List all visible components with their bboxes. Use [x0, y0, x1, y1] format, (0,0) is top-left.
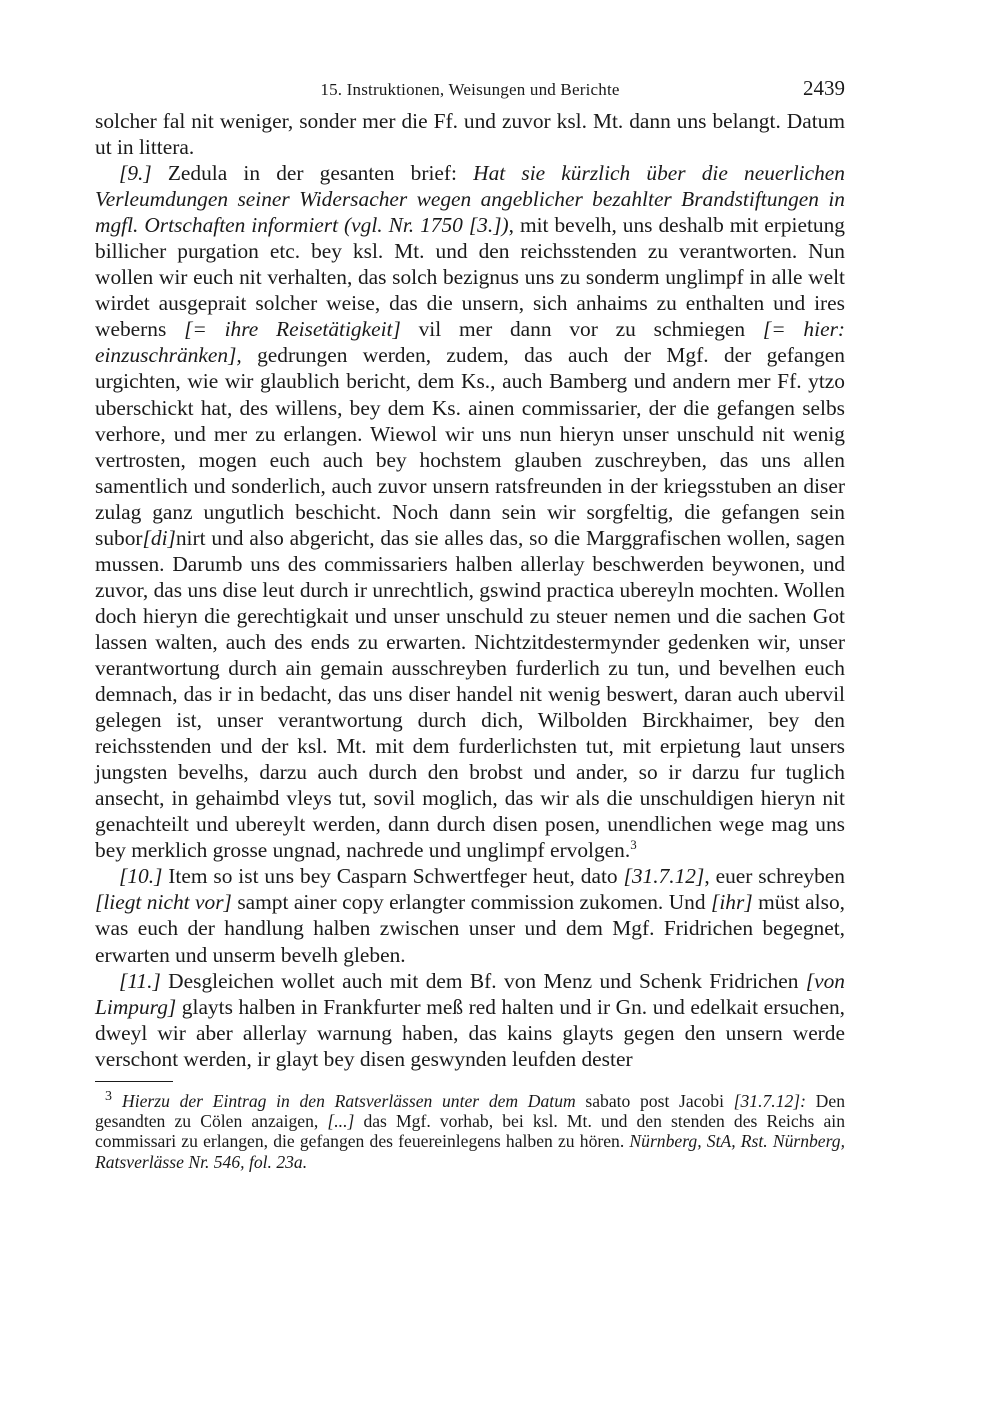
editorial-note: [ihr]	[711, 890, 753, 915]
paragraph-text: solcher fal nit weniger, sonder mer die Ff. und zuvor ksl. Mt. dann uns belangt. Datum ut in littera.	[95, 109, 845, 160]
footnote-text: [...]	[327, 1111, 355, 1132]
footnote-text: Hierzu der Eintrag in den Ratsverlässen unter dem Datum	[122, 1090, 576, 1111]
footnote-marker[interactable]: 3	[630, 837, 637, 853]
paragraph-10	[95, 863, 845, 967]
footnote-text: das Mgf. vorhab, bei ksl. Mt. und den stenden des Reichs ain commissari zu erlangen, die gefangen des feuereinlegens halben zu hören.	[95, 1111, 845, 1152]
paragraph-text: sampt ainer copy erlangter commission zukomen. Und	[231, 890, 712, 915]
editorial-note: [31.7.12]	[623, 864, 705, 889]
paragraph-continuation	[95, 108, 845, 160]
paragraph-text: vil mer dann vor zu schmiegen	[400, 317, 763, 342]
footnote-divider	[95, 1081, 173, 1082]
paragraph-text: Desgleichen wollet auch mit dem Bf. von Menz und Schenk Fridrichen	[160, 968, 806, 993]
editorial-note: [di]	[142, 525, 176, 550]
paragraph-9	[95, 160, 845, 863]
editorial-note: [= ihre Reisetätigkeit]	[184, 317, 401, 342]
footnote-source: Nürnberg, StA, Rst. Nürnberg, Ratsverlässe Nr. 546, fol. 23a.	[95, 1131, 846, 1172]
paragraph-number: [11.]	[119, 968, 161, 993]
paragraph-text: glayts halben in Frankfurter meß red halten und ir Gn. und edelkait ersuchen, dweyl wir aber allerlay warnung haben, das kains glayts gegen den unsern werde verschont werden, ir glayt bey disen geswynden leufden dester	[95, 994, 845, 1071]
editorial-summary: Hat sie kürzlich über die neuerlichen Verleumdungen seiner Widersacher wegen angeblicher bezahlter Brandstiftungen in mgfl. Ortschaften informiert (vgl. Nr. 1750 [3.])	[95, 161, 845, 238]
paragraph-number: [9.]	[119, 161, 152, 186]
footnote-text: Den gesandten zu Cölen anzaigen,	[95, 1090, 845, 1132]
document-page	[95, 74, 845, 1172]
paragraph-text: nirt und also abgericht, das sie alles das, so die Marggrafischen wollen, sagen mussen. Darumb uns des commissariers halben allerlay beschwerden beywonen, und zuvor, das uns dise leut durch ir unrechtlich, gswind practica ubereyln mochten. Wollen doch hieryn die gerechtigkait und unser unschuld zu steuer nemen und die sachen Got lassen walten, auch des ends zu erwarten. Nichtzitdestermynder gedenken wir, unser verantwortung durch ain gemain ausschreyben furderlich zu tun, und bevelhen euch demnach, das ir in bedacht, das uns diser handel nit wenig beswert, daran auch ubervil gelegen ist, unser verantwortung durch dich, Wilbolden Birckhaimer, bey den reichsstenden und der ksl. Mt. mit dem furderlichsten tut, mit erpietung laut unsers jungsten bevelhs, darzu auch durch den brobst und ander, so ir darzu fur tuglich ansecht, in gehaimbd vleys tut, sovil moglich, das wir als die unschuldigen hieryn nit genachteilt und ubereylt werden, dann durch disen posen, unendlichen wege mag uns bey merklich grosse ungnad, nachrede und unglimpf ervolgen.	[95, 525, 845, 863]
paragraph-11	[95, 968, 845, 1072]
page-header	[95, 74, 845, 108]
paragraph-text: Item so ist uns bey Casparn Schwertfeger heut, dato	[162, 864, 624, 889]
paragraph-text: müst also, was euch der handlung halben zwischen unser und dem Mgf. Fridrichen begegnet, erwarten und unserm bevelh gleben.	[95, 890, 845, 967]
body-text	[95, 108, 845, 1072]
paragraph-text: gedrungen werden, zudem, das auch der Mgf. der gefangen urgichten, wie wir glaublich bericht, dem Ks., auch Bamberg und andern mer Ff. ytzo uberschickt hat, des willens, bey dem Ks. ainen commissarier, der die gefangen selbs verhore, und mer zu erlangen. Wiewol wir uns nun hieryn unser unschuld nit wenig vertrosten, mogen euch auch bey hochstem glauben zuschreyben, das uns allen samentlich und sonderlich, auch zuvor unsern ratsfreunden in der kriegsstuben an diser zulag ganz ungutlich beschicht. Noch dann sein wir sorgfeltig, die gefangen sein subor	[95, 343, 845, 550]
paragraph-text: , mit bevelh, uns deshalb mit erpietung billicher purgation etc. bey ksl. Mt. und den reichsstenden zu verantworten. Nun wollen wir euch nit verhalten, das solch bezignus uns zu sonderm unglimpf in alle welt wirdet ausgeprait solcher weise, das die unsern, sich anhaims zu enthalten und ires weberns	[95, 213, 846, 342]
paragraph-text: , euer schreyben	[704, 864, 845, 889]
running-head: 15. Instruktionen, Weisungen und Berichte	[320, 80, 620, 99]
footnote-number: 3	[105, 1088, 112, 1104]
paragraph-text: Zedula in der gesanten brief:	[151, 161, 474, 186]
footnote	[95, 1088, 846, 1172]
paragraph-number: [10.]	[119, 864, 163, 889]
footnote-text: [31.7.12]:	[733, 1090, 806, 1111]
footnote-text: sabato post Jacobi	[575, 1090, 734, 1111]
editorial-note: [liegt nicht vor]	[95, 890, 232, 915]
page-number: 2439	[803, 76, 845, 100]
editorial-note: [von Limpurg]	[95, 968, 845, 1019]
editorial-note: [= hier: einzuschränken],	[95, 317, 846, 368]
